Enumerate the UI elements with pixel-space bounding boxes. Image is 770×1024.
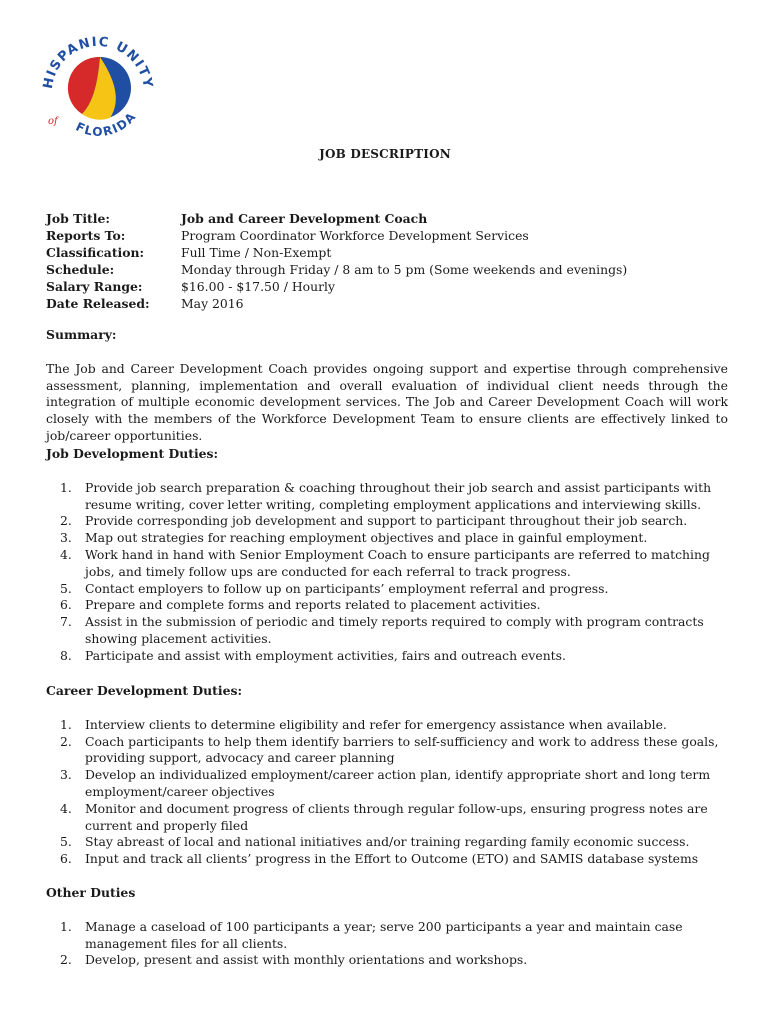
list-item-text: Develop, present and assist with monthly orientations and workshops. <box>85 952 528 968</box>
list-item-text: Participate and assist with employment activities, fairs and outreach events. <box>85 647 566 663</box>
logo-of-text: of <box>48 116 58 127</box>
list-item: 7. Assist in the submission of periodic and timely reports required to comply with program contracts showing placement activities. <box>60 614 704 646</box>
list-item-text: Prepare and complete forms and reports related to placement activities. <box>85 597 541 613</box>
meta-value: $16.00 - $17.50 / Hourly <box>181 279 335 294</box>
list-item-text: Develop an individualized employment/career action plan, identify appropriate short and long term employment/career objectives <box>85 767 711 799</box>
meta-row-job-title <box>46 210 627 227</box>
list-item: 6. Input and track all clients’ progress in the Effort to Outcome (ETO) and SAMIS database systems <box>60 851 699 867</box>
other-duties-heading: Other Duties <box>46 885 136 900</box>
list-item-text: Work hand in hand with Senior Employment Coach to ensure participants are referred to matching jobs, and timely follow ups are conducted for each referral to track progress. <box>85 546 710 579</box>
summary-text: The Job and Career Development Coach provides ongoing support and expertise through comprehensive assessment, planning, implementation and overall evaluation of individual client needs through the integration of multiple economic development services. The Job and Career Development Coach will work closely with the members of the Workforce Development Team to ensure clients are effectively linked to job/career opportunities. <box>46 360 728 443</box>
meta-label: Reports To: <box>46 228 126 243</box>
meta-row-reports-to <box>46 227 627 244</box>
meta-row-salary-range <box>46 278 627 295</box>
list-item-text: Stay abreast of local and national initiatives and/or training regarding family economic success. <box>85 834 690 850</box>
career-development-section <box>46 683 728 868</box>
meta-row-date-released <box>46 295 627 312</box>
job-duties-list <box>46 480 728 665</box>
hispanic-unity-logo <box>38 30 158 142</box>
meta-value: Monday through Friday / 8 am to 5 pm (Some weekends and evenings) <box>181 262 628 277</box>
list-item: 3. Map out strategies for reaching employment objectives and place in gainful employment. <box>60 530 648 546</box>
list-item-text: Coach participants to help them identify barriers to self-sufficiency and work to address these goals, providing support, advocacy and career planning <box>85 733 719 766</box>
meta-value: Full Time / Non-Exempt <box>181 245 332 260</box>
meta-value: May 2016 <box>181 296 244 311</box>
page-title: JOB DESCRIPTION <box>319 147 451 161</box>
list-item-text: Monitor and document progress of clients through regular follow-ups, ensuring progress notes are current and properly filed <box>85 800 708 833</box>
logo-top-text: HISPANIC UNITY <box>40 34 156 91</box>
meta-label: Schedule: <box>46 262 115 277</box>
summary-section <box>46 327 728 445</box>
list-item: 1. Manage a caseload of 100 participants a year; serve 200 participants a year and maintain case management files for all clients. <box>60 918 683 951</box>
list-item: 2. Coach participants to help them identify barriers to self-sufficiency and work to address these goals, providing support, advocacy and career planning <box>60 733 719 766</box>
summary-heading: Summary: <box>46 327 117 342</box>
logo-bottom-text: FLORIDA <box>73 109 140 139</box>
career-duties-list <box>46 717 728 868</box>
list-item-text: Provide corresponding job development and support to participant throughout their job search. <box>85 513 688 529</box>
logo-emblem <box>68 57 131 120</box>
job-duties-heading: Job Development Duties: <box>46 446 219 461</box>
other-duties-section <box>46 885 728 969</box>
list-item-text: Interview clients to determine eligibility and refer for emergency assistance when available. <box>85 716 667 732</box>
list-item: 1. Interview clients to determine eligibility and refer for emergency assistance when available. <box>60 716 667 732</box>
list-item: 2. Provide corresponding job development and support to participant throughout their job search. <box>60 513 688 529</box>
meta-row-classification <box>46 244 627 261</box>
meta-value: Job and Career Development Coach <box>181 211 428 226</box>
meta-label: Salary Range: <box>46 279 143 294</box>
list-item-text: Contact employers to follow up on participants’ employment referral and progress. <box>85 580 609 596</box>
list-item: 4. Work hand in hand with Senior Employment Coach to ensure participants are referred to matching jobs, and timely follow ups are conducted for each referral to track progress. <box>60 546 710 579</box>
list-item-text: Input and track all clients’ progress in the Effort to Outcome (ETO) and SAMIS database systems <box>85 851 699 867</box>
list-item: 8. Participate and assist with employment activities, fairs and outreach events. <box>60 647 566 663</box>
job-development-section <box>46 446 728 665</box>
job-meta-table <box>46 210 627 312</box>
meta-row-schedule <box>46 261 627 278</box>
career-duties-heading: Career Development Duties: <box>46 683 243 698</box>
list-item-text: Map out strategies for reaching employment objectives and place in gainful employment. <box>85 530 648 546</box>
meta-label: Classification: <box>46 245 145 260</box>
list-item-text: Assist in the submission of periodic and timely reports required to comply with program contracts showing placement activities. <box>85 614 704 646</box>
meta-value: Program Coordinator Workforce Development Services <box>181 228 529 243</box>
list-item: 5. Stay abreast of local and national initiatives and/or training regarding family economic success. <box>60 834 690 850</box>
list-item: 2. Develop, present and assist with monthly orientations and workshops. <box>60 952 528 968</box>
list-item-text: Manage a caseload of 100 participants a year; serve 200 participants a year and maintain case management files for all clients. <box>85 918 683 951</box>
list-item: 4. Monitor and document progress of clients through regular follow-ups, ensuring progress notes are current and properly filed <box>60 800 708 833</box>
list-item: 1. Provide job search preparation & coaching throughout their job search and assist participants with resume writing, cover letter writing, completing employment applications and interviewing skills. <box>60 479 712 512</box>
list-item: 6. Prepare and complete forms and reports related to placement activities. <box>60 597 541 613</box>
list-item-text: Provide job search preparation & coaching throughout their job search and assist participants with resume writing, cover letter writing, completing employment applications and interviewing skills. <box>85 479 712 512</box>
other-duties-list <box>46 919 728 969</box>
list-item: 5. Contact employers to follow up on participants’ employment referral and progress. <box>60 580 609 596</box>
meta-label: Job Title: <box>46 211 110 226</box>
meta-label: Date Released: <box>46 296 150 311</box>
list-item: 3. Develop an individualized employment/career action plan, identify appropriate short and long term employment/career objectives <box>60 767 711 799</box>
